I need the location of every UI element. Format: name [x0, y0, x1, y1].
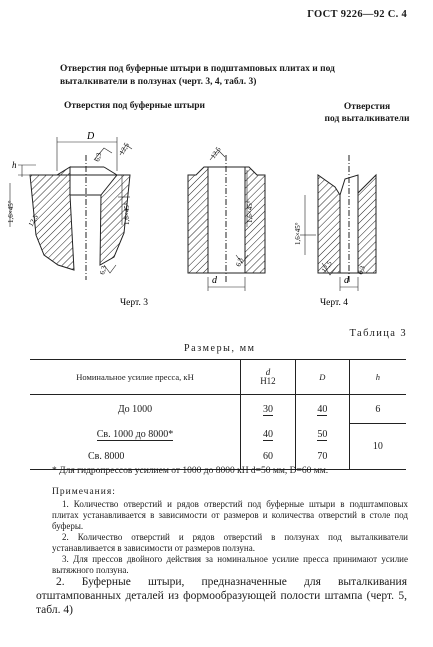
caption-buffer-holes: Отверстия под буферные штыри — [64, 101, 206, 111]
page-header: ГОСТ 9226—92 С. 4 — [307, 9, 407, 20]
dim-12-5-left: 12,5 — [26, 213, 40, 228]
table-row — [30, 424, 406, 445]
drawing-3-label: Черт. 3 — [120, 298, 148, 308]
dim-12-5-top: 12,5 — [117, 141, 131, 156]
dimensions-table — [30, 359, 406, 470]
dim-D: D — [87, 131, 95, 142]
dim-chamfer-left: 1,6×45° — [7, 200, 15, 223]
cell-D: 40 — [295, 395, 349, 424]
table-row — [30, 395, 406, 424]
note-item: 3. Для прессов двойного действия за номинальное усилие пресса принимают усилие вытяжного ползуна. — [52, 554, 408, 575]
dim-chamfer-right: 1,6×45° — [123, 202, 131, 225]
dim-d-section: d — [212, 275, 217, 286]
dim-6-3-bottom: 6,3 — [98, 264, 109, 276]
caption-ejector-line1: Отверстия — [343, 102, 391, 112]
header-d — [240, 360, 295, 395]
dim-d-d4: d — [344, 275, 349, 286]
body-paragraph: 2. Буферные штыри, предназначенные для выталкивания отштампованных деталей из формообразующей полости штампа (черт. 5, табл. 4) — [36, 576, 407, 616]
cell-force: До 1000 — [117, 403, 153, 415]
drawing-3 — [7, 131, 132, 280]
notes-title: Примечания: — [52, 487, 116, 497]
dim-6-3-section: 6,3 — [234, 256, 245, 268]
drawing-4-label: Черт. 4 — [320, 298, 348, 308]
cell-d: 60 — [240, 445, 295, 470]
caption-ejector-line2: под выталкиватели — [324, 114, 410, 124]
dim-h: h — [12, 160, 17, 170]
header-h: h — [349, 360, 406, 395]
header-D: D — [295, 360, 349, 395]
dim-6-3-d4: 6,3 — [356, 264, 367, 276]
footnote: * Для гидропрессов усилием от 1000 до 8000 кН d=50 мм, D=60 мм. — [52, 466, 329, 476]
cell-D: 70 — [295, 445, 349, 470]
technical-drawings — [0, 115, 433, 315]
drawing-4 — [294, 155, 376, 308]
dim-chamfer-section: 1,6×45° — [246, 200, 254, 223]
dim-6-3-top: 6,3 — [93, 151, 104, 163]
header-d-tolerance: H12 — [260, 376, 276, 386]
table-subtitle: Размеры, мм — [184, 343, 256, 354]
cell-d: 40 — [240, 424, 295, 445]
header-d-symbol: d — [265, 367, 271, 377]
dim-12-5-section: 12,5 — [209, 145, 223, 161]
dim-12-5-d4: 12,5 — [320, 259, 334, 275]
header-force: Номинальное усилие пресса, кН — [30, 360, 240, 395]
drawing-3-section — [120, 145, 265, 308]
cell-force: Св. 1000 до 8000* — [96, 428, 174, 440]
note-item: 2. Количество отверстий и рядов отверстий в ползунах под выталкиватели устанавливается в зависимости от размеров ползуна. — [52, 532, 408, 553]
table-header-row — [30, 360, 406, 395]
cell-D: 50 — [295, 424, 349, 445]
dim-chamfer-d4: 1,6×45° — [294, 222, 302, 245]
notes-list — [52, 499, 408, 576]
section-title: Отверстия под буферные штыри в подштамповых плитах и под выталкиватели в ползунах (черт. 3, 4, табл. 3) — [60, 64, 335, 87]
cell-d: 30 — [240, 395, 295, 424]
cell-h: 10 — [349, 424, 406, 470]
note-item: 1. Количество отверстий и рядов отверстий под буферные штыри в подштамповых плитах устанавливается в зависимости от размеров и количества отверстий в столе под буферы. — [52, 499, 408, 531]
table-title: Таблица 3 — [349, 328, 407, 339]
cell-h: 6 — [349, 395, 406, 424]
cell-force: Св. 8000 — [30, 445, 240, 470]
